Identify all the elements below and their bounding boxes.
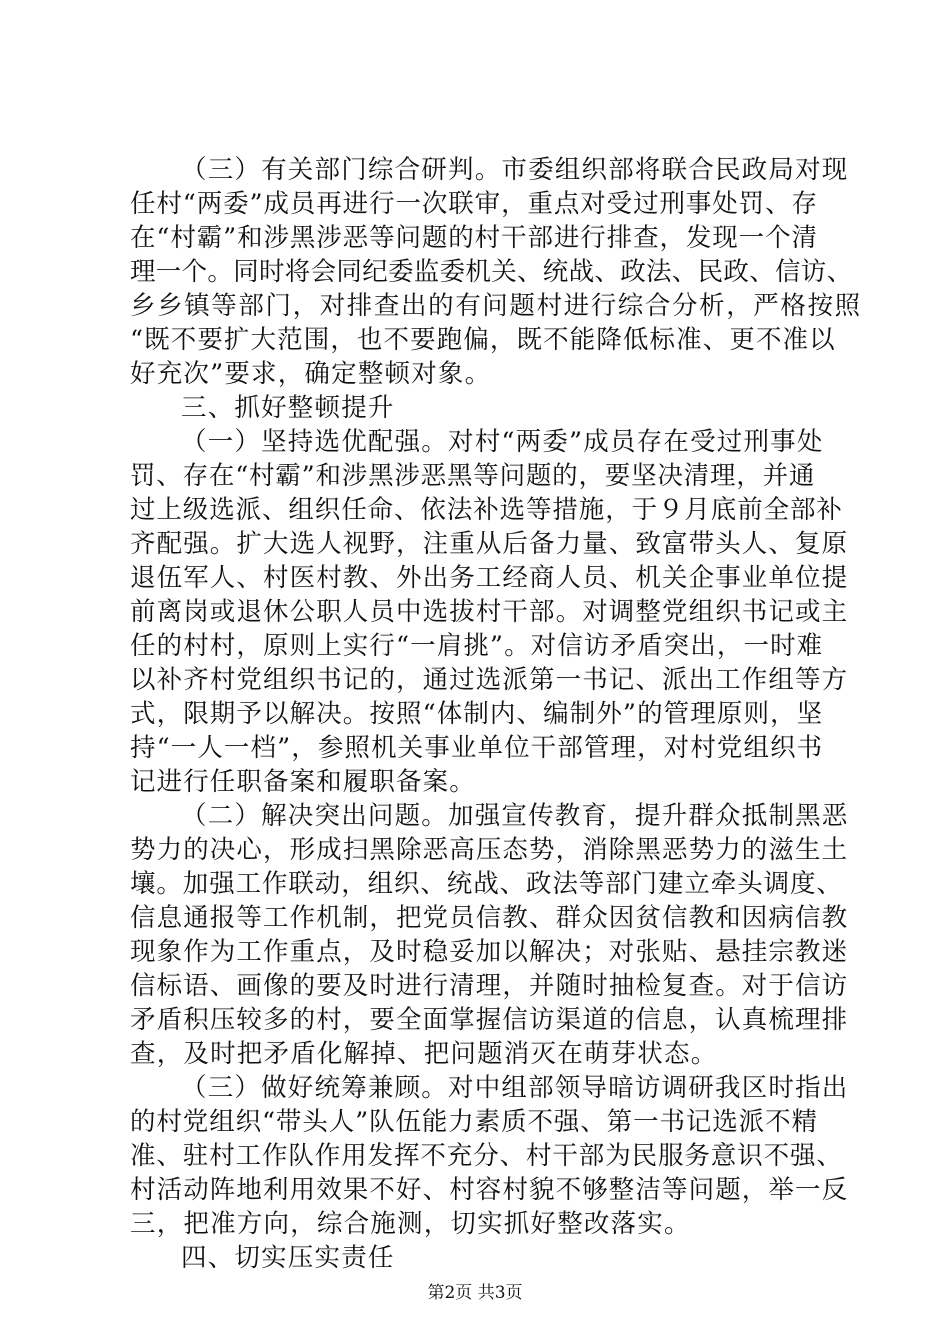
text-line: 记进行任职备案和履职备案。 bbox=[130, 767, 476, 797]
text-line: 准、驻村工作队作用发挥不充分、村干部为民服务意识不强、 bbox=[130, 1141, 843, 1171]
text-line: 任村“两委”成员再进行一次联审，重点对受过刑事处罚、存 bbox=[130, 189, 818, 219]
text-line: 好充次”要求，确定整顿对象。 bbox=[130, 359, 492, 389]
text-line: 三，把准方向，综合施测，切实抓好整改落实。 bbox=[130, 1209, 691, 1239]
text-line: 势力的决心，形成扫黑除恶高压态势，消除黑恶势力的滋生土 bbox=[130, 835, 849, 865]
text-line: （三）有关部门综合研判。市委组织部将联合民政局对现 bbox=[181, 155, 849, 185]
text-line: 矛盾积压较多的村，要全面掌握信访渠道的信息，认真梳理排 bbox=[130, 1005, 849, 1035]
text-line: 现象作为工作重点，及时稳妥加以解决；对张贴、悬挂宗教迷 bbox=[130, 937, 849, 967]
page-number-footer: 第2页 共3页 bbox=[427, 1283, 523, 1303]
text-line: （二）解决突出问题。加强宣传教育，提升群众抵制黑恶 bbox=[181, 801, 849, 831]
text-line: 以补齐村党组织书记的，通过选派第一书记、派出工作组等方 bbox=[130, 665, 849, 695]
text-line: 在“村霸”和涉黑涉恶等问题的村干部进行排查，发现一个清 bbox=[130, 223, 818, 253]
text-line: 理一个。同时将会同纪委监委机关、统战、政法、民政、信访、 bbox=[130, 257, 853, 287]
text-line: 罚、存在“村霸”和涉黑涉恶黑等问题的，要坚决清理，并通 bbox=[130, 461, 816, 491]
text-line: “既不要扩大范围，也不要跑偏，既不能降低标准、更不准以 bbox=[130, 325, 836, 355]
text-line: 持“一人一档”，参照机关事业单位干部管理，对村党组织书 bbox=[130, 733, 824, 763]
text-line: 村活动阵地利用效果不好、村容村貌不够整洁等问题，举一反 bbox=[130, 1175, 849, 1205]
text-line: 齐配强。扩大选人视野，注重从后备力量、致富带头人、复原 bbox=[130, 529, 849, 559]
text-line: 的村党组织“带头人”队伍能力素质不强、第一书记选派不精 bbox=[130, 1107, 818, 1137]
text-line: 任的村村，原则上实行“一肩挑”。对信访矛盾突出，一时难 bbox=[130, 631, 824, 661]
text-line: 式，限期予以解决。按照“体制内、编制外”的管理原则，坚 bbox=[130, 699, 824, 729]
text-line: 乡乡镇等部门，对排查出的有问题村进行综合分析，严格按照 bbox=[130, 291, 862, 321]
text-line: 过上级选派、组织任命、依法补选等措施，于９月底前全部补 bbox=[130, 495, 843, 525]
text-line: 查，及时把矛盾化解掉、把问题消灭在萌芽状态。 bbox=[130, 1039, 718, 1069]
section-heading: 四、切实压实责任 bbox=[181, 1243, 395, 1273]
text-line: 前离岗或退休公职人员中选拔村干部。对调整党组织书记或主 bbox=[130, 597, 849, 627]
section-heading: 三、抓好整顿提升 bbox=[181, 393, 395, 423]
text-line: 信标语、画像的要及时进行清理，并随时抽检复查。对于信访 bbox=[130, 971, 849, 1001]
text-line: 退伍军人、村医村教、外出务工经商人员、机关企事业单位提 bbox=[130, 563, 849, 593]
text-line: （三）做好统筹兼顾。对中组部领导暗访调研我区时指出 bbox=[181, 1073, 849, 1103]
text-line: 壤。加强工作联动，组织、统战、政法等部门建立牵头调度、 bbox=[130, 869, 843, 899]
text-line: 信息通报等工作机制，把党员信教、群众因贫信教和因病信教 bbox=[130, 903, 849, 933]
text-line: （一）坚持选优配强。对村“两委”成员存在受过刑事处 bbox=[181, 427, 824, 457]
